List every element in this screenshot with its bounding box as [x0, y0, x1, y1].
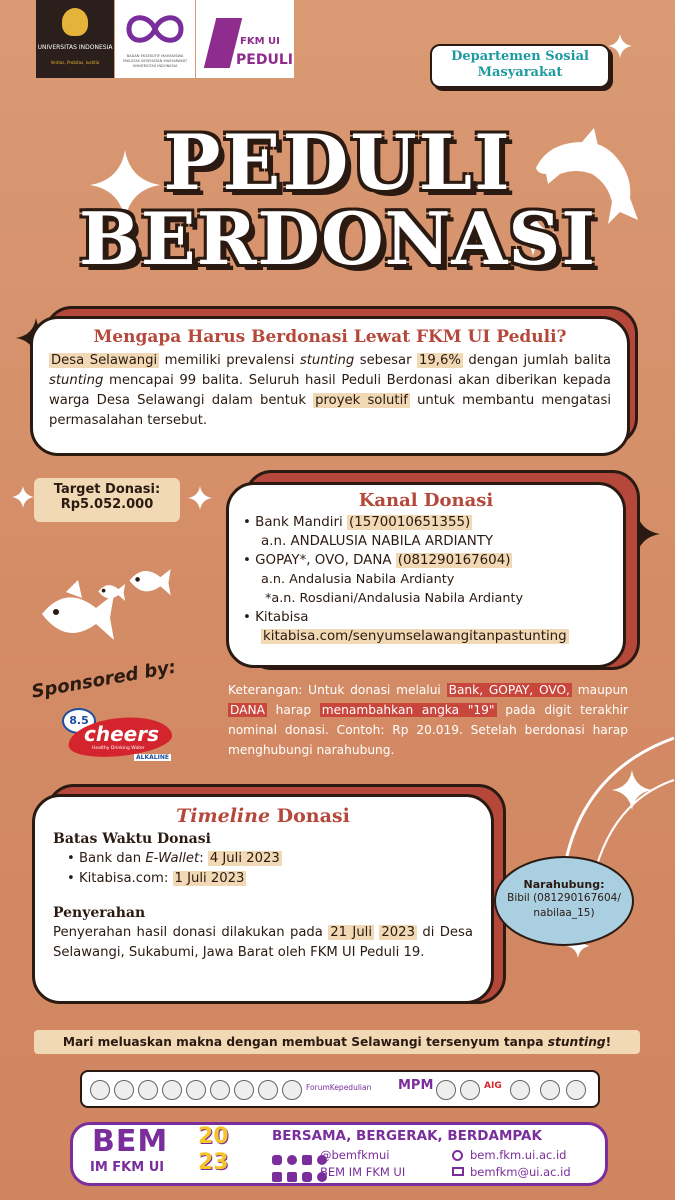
why-text: sebesar — [354, 353, 418, 368]
partner-logo — [210, 1080, 230, 1100]
penyerahan-part: di Desa Selawangi, Sukabumi, Jawa Barat — [53, 925, 473, 960]
decor-swoosh-icon — [556, 730, 675, 870]
footer-web[interactable]: bem.fkm.ui.ac.id — [470, 1148, 567, 1162]
mail-icon — [452, 1167, 464, 1176]
penyerahan-part: Penyerahan hasil donasi dilakukan pada — [53, 925, 329, 940]
sponsor-logo — [62, 704, 182, 768]
partner-logo — [186, 1080, 206, 1100]
department-badge — [430, 44, 610, 88]
footer-tagline: BERSAMA, BERGERAK, BERDAMPAK — [272, 1128, 542, 1144]
footer-email[interactable]: bemfkm@ui.ac.id — [470, 1165, 571, 1179]
kitabisa-url-row — [243, 627, 609, 646]
note-text-part: harap — [266, 703, 320, 717]
sponsor-label: Sponsored by: — [30, 656, 178, 703]
kitabisa-url[interactable]: kitabisa.com/senyumselawangitanpastunting — [263, 629, 567, 644]
why-text: mencapai 99 balita. Seluruh hasil Peduli Berdonasi akan diberikan kepada warga Desa Selawangi dalam bentuk — [49, 373, 611, 408]
fkm-line1: FKM UI — [240, 36, 280, 47]
kanal-item-kitabisa: • Kitabisa — [243, 610, 309, 625]
dept-line1: Departemen Sosial — [451, 49, 589, 64]
timeline-item-text: Kitabisa.com: — [78, 871, 173, 886]
partner-logo — [566, 1080, 586, 1100]
partner-logo — [460, 1080, 480, 1100]
timeline-item-text: : — [199, 851, 208, 866]
sponsor-badge: 8.5 — [62, 708, 96, 734]
title-line1: PEDULI — [163, 118, 512, 207]
note-text-part: pada digit terakhir nominal donasi. Contoh: Rp 20.019. Setelah berdonasi harap menghubungi narahubung. — [228, 703, 629, 757]
contact-badge — [494, 856, 634, 946]
kanal-item-bank: • Bank Mandiri (1570010651355) — [243, 515, 471, 530]
partner-logo — [90, 1080, 110, 1100]
kitabisa-label: Kitabisa — [255, 610, 309, 625]
timeline-item-kitabisa: • Kitabisa.com: 1 Juli 2023 — [67, 871, 245, 886]
sparkle-icon — [12, 486, 34, 508]
footer-bem-sub: IM FKM UI — [90, 1160, 165, 1175]
partner-logo — [138, 1080, 158, 1100]
slogan-text: ! — [605, 1035, 612, 1049]
timeline-card — [32, 794, 494, 1004]
facebook-icon[interactable] — [272, 1172, 282, 1182]
why-italic: stunting — [299, 353, 355, 368]
partner-logo — [510, 1080, 530, 1100]
dept-line2: Masyarakat — [477, 65, 563, 80]
footer-bem: BEM — [92, 1124, 169, 1159]
timeline-heading-rest: Donasi — [270, 805, 350, 827]
ui-logo-block — [36, 0, 114, 78]
bank-owner: a.n. ANDALUSIA NABILA ARDIANTY — [261, 534, 494, 549]
partner-logo — [114, 1080, 134, 1100]
ewallet-number[interactable]: (081290167604) — [397, 553, 511, 568]
partner-logo — [234, 1080, 254, 1100]
penyerahan-text — [53, 923, 473, 963]
instagram-icon[interactable] — [272, 1155, 282, 1165]
hl-desa: Desa Selawangi — [51, 353, 158, 368]
social-icons-row2 — [272, 1167, 327, 1186]
why-text: memiliki prevalensi — [159, 353, 300, 368]
why-text: dengan jumlah balita — [462, 353, 611, 368]
footer-social1[interactable]: @bemfkmui — [320, 1148, 390, 1162]
title-line2: BERDONASI — [78, 196, 597, 281]
partner-logo — [162, 1080, 182, 1100]
sponsor-tagline: Healthy Drinking Water — [92, 746, 145, 751]
linkedin-icon[interactable] — [287, 1172, 297, 1182]
partner-logo — [282, 1080, 302, 1100]
footer-social2[interactable]: BEM IM FKM UI — [320, 1165, 406, 1179]
note-highlight: Bank, GOPAY, OVO, — [448, 683, 570, 697]
note-text-part: Keterangan: Untuk donasi melalui — [228, 683, 447, 697]
target-badge — [34, 478, 180, 522]
fish-icon — [96, 578, 126, 604]
target-line2: Rp5.052.000 — [60, 497, 154, 512]
timeline-heading-italic: Timeline — [176, 805, 271, 827]
tiktok-icon[interactable] — [302, 1155, 312, 1165]
contact-line2[interactable]: nabilaa_15) — [533, 907, 595, 919]
timeline-item-ewallet: • Bank dan E-Wallet: 4 Juli 2023 — [67, 851, 280, 866]
note-text-part: maupun — [571, 683, 628, 697]
ewallet-owner1: a.n. Andalusia Nabila Ardianty — [261, 572, 455, 587]
slogan-italic: stunting — [547, 1035, 606, 1049]
line-icon[interactable] — [287, 1155, 297, 1165]
slogan-bar — [34, 1030, 640, 1054]
why-italic: stunting — [49, 373, 104, 388]
timeline-item-text: Bank dan — [78, 851, 146, 866]
fkm-peduli-logo — [196, 0, 294, 78]
partner-aig: AIG — [484, 1081, 502, 1091]
partner-logo — [258, 1080, 278, 1100]
kanal-list — [243, 513, 609, 646]
bank-number[interactable]: (1570010651355) — [349, 515, 471, 530]
globe-icon — [452, 1150, 463, 1161]
target-line1: Target Donasi: — [53, 482, 161, 497]
timeline-date: 4 Juli 2023 — [209, 851, 280, 866]
penyerahan-date: 21 Juli — [330, 925, 373, 940]
partner-logo — [540, 1080, 560, 1100]
sponsor-brand: cheers — [84, 722, 159, 746]
timeline-item-italic: E-Wallet — [145, 851, 200, 866]
bem-logo-block — [115, 0, 195, 78]
contact-title: Narahubung: — [523, 878, 605, 891]
penyerahan-date: 2023 — [381, 925, 415, 940]
hl-percent: 19,6% — [419, 353, 461, 368]
ewallet-owner2: *a.n. Rosdiani/Andalusia Nabila Ardianty — [265, 591, 524, 606]
footer-year-top: 20 — [198, 1124, 229, 1149]
timeline-date: 1 Juli 2023 — [174, 871, 245, 886]
partner-logo — [436, 1080, 456, 1100]
ui-emblem-icon — [62, 8, 88, 36]
note-highlight: DANA — [230, 703, 265, 717]
batas-title: Batas Waktu Donasi — [53, 831, 211, 847]
note-highlight: menambahkan angka "19" — [321, 703, 495, 717]
ui-name: UNIVERSITAS INDONESIA — [37, 44, 113, 51]
bem-logo-text: BADAN EKSEKUTIF MAHASISWA FAKULTAS KESEHATAN MASYARAKAT UNIVERSITAS INDONESIA — [122, 54, 188, 68]
kanal-heading: Kanal Donasi — [358, 490, 494, 511]
partner-forum: ForumKepedulian — [306, 1083, 372, 1092]
partner-mpm: MPM — [398, 1078, 434, 1093]
why-card — [30, 316, 630, 456]
kanal-item-ewallet: • GOPAY*, OVO, DANA (081290167604) — [243, 553, 511, 568]
penyerahan-part: oleh FKM UI Peduli 19. — [277, 945, 425, 960]
fish-icon — [126, 560, 172, 600]
fkm-line2: PEDULI — [236, 52, 293, 68]
sparkle-icon — [188, 486, 212, 510]
contact-line1[interactable]: Bibil (081290167604/ — [507, 892, 621, 904]
penyerahan-title: Penyerahan — [53, 905, 146, 921]
youtube-icon[interactable] — [302, 1172, 312, 1182]
footer-year-bottom: 23 — [198, 1150, 229, 1175]
slogan-text: Mari meluaskan makna dengan membuat Selawangi tersenyum tanpa — [62, 1035, 548, 1049]
infinity-logo-icon — [115, 4, 195, 54]
bank-label: Bank Mandiri — [255, 515, 347, 530]
timeline-heading — [53, 803, 473, 829]
ui-motto: Veritas, Probitas, Iustitia — [50, 60, 100, 65]
ewallet-label: GOPAY*, OVO, DANA — [255, 553, 396, 568]
sponsor-alkaline: ALKALINE — [136, 754, 169, 761]
sparkle-icon — [608, 34, 632, 58]
why-heading: Mengapa Harus Berdonasi Lewat FKM UI Peduli? — [93, 327, 567, 347]
hl-proyek: proyek solutif — [315, 393, 408, 408]
why-text: untuk membantu mengatasi permasalahan tersebut. — [49, 393, 611, 428]
why-paragraph — [49, 351, 611, 431]
kanal-card — [226, 482, 626, 668]
